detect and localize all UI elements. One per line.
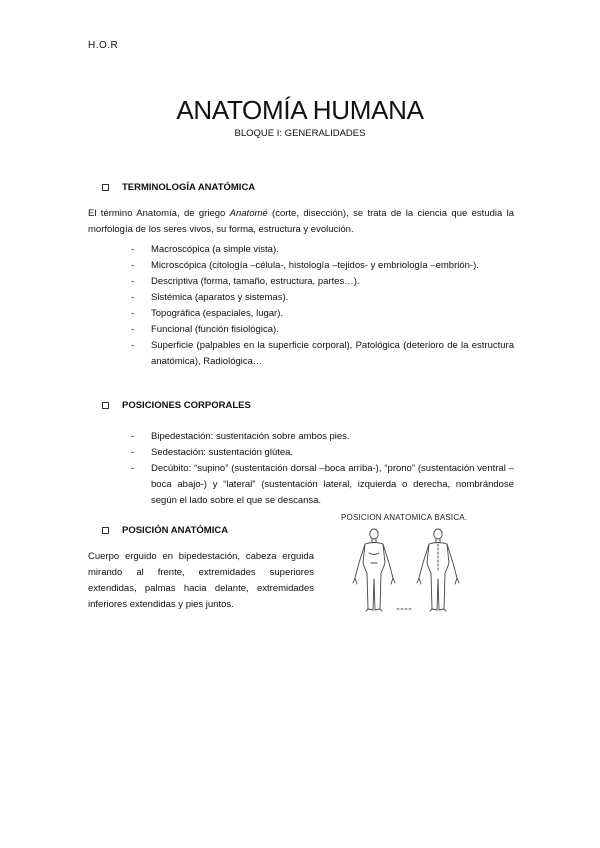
header-initials: H.O.R [88,40,119,51]
back-body-figure [417,529,459,611]
posicion-anatomica-text: Cuerpo erguido en bipedestación, cabeza erguida mirando al frente, extremidades superiores extendidas, palmas hacia delante, extremidades inferiores extendidas y pies juntos. [88,551,314,610]
posiciones-list [131,429,514,509]
terminologia-list [131,242,514,370]
page-title: ANATOMÍA HUMANA [176,95,424,125]
list-item: - Sedestación: sustentación glútea. [131,445,514,461]
list-item: - Bipedestación: sustentación sobre ambos pies. [131,429,514,445]
intro-text-end: (corte, disección), se trata de la ciencia que estudia la morfología de los seres vivos, su forma, estructura y evolución. [88,208,515,235]
section-heading-posicion-anatomica [102,525,228,536]
page-subtitle: BLOQUE I: GENERALIDADES [234,128,366,139]
anatomical-figures-illustration [325,513,510,613]
section-heading-text: TERMINOLOGÍA ANATÓMICA [122,182,256,193]
list-item: - Decúbito: “supino” (sustentación dorsal –boca arriba-), “prono” (sustentación ventral –boca abajo-) y “lateral” (sustentación lateral, izquierda o derecha, nombrándose según el lado sobre el que se descansa. [131,461,514,509]
section-heading-terminologia [102,182,255,193]
list-item: - Macroscópica (a simple vista). [131,242,514,258]
section-heading-text: POSICIONES CORPORALES [122,400,251,411]
terminologia-intro [88,206,514,238]
checkbox-bullet-icon [102,527,109,534]
intro-italic-term: Anatomé [229,208,268,219]
list-item: - Topográfica (espaciales, lugar). [131,306,514,322]
list-item: - Descriptiva (forma, tamaño, estructura, partes…). [131,274,514,290]
checkbox-bullet-icon [102,184,109,191]
list-item: - Sistémica (aparatos y sistemas). [131,290,514,306]
list-item: - Superficie (palpables en la superficie corporal), Patológica (deterioro de la estructura anatómica), Radiológica… [131,338,514,370]
section-heading-posiciones [102,400,251,411]
list-item: - Funcional (función fisiológica). [131,322,514,338]
front-body-figure [353,529,395,611]
anatomical-position-figure [325,513,510,613]
list-item: - Microscópica (citología –célula-, histología –tejidos- y embriología –embrión-). [131,258,514,274]
section-heading-text: POSICIÓN ANATÓMICA [122,525,229,536]
figure-caption: POSICION ANATOMICA BASICA. [341,513,468,522]
intro-text-start: El término Anatomía, de griego [88,208,230,219]
checkbox-bullet-icon [102,402,109,409]
